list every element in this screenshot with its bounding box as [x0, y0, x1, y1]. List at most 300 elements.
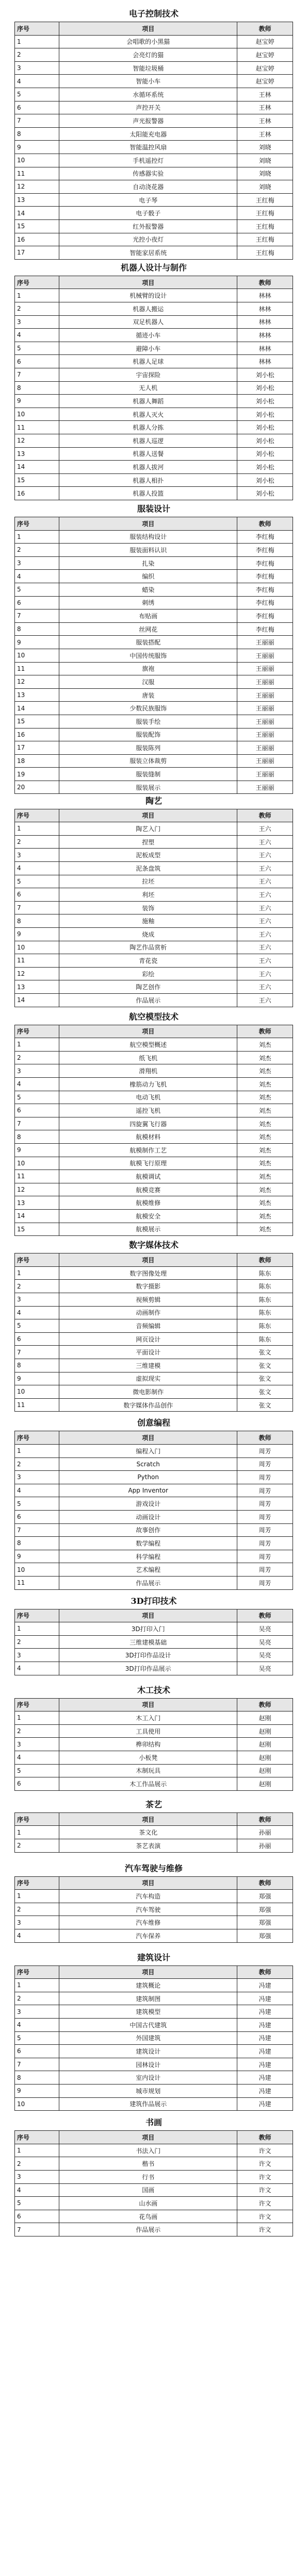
table-row — [15, 1711, 293, 1725]
table-row — [15, 1622, 293, 1636]
table-row — [15, 2144, 293, 2157]
header-index: 序号 — [15, 1253, 59, 1267]
cell-teacher: 刘小松 — [237, 473, 293, 487]
cell-project: 服装搭配 — [59, 636, 237, 649]
course-table — [14, 809, 293, 1007]
header-index: 序号 — [15, 2131, 59, 2144]
cell-project: 航空模型概述 — [59, 1038, 237, 1052]
cell-index: 9 — [15, 1550, 59, 1563]
cell-index: 8 — [15, 622, 59, 636]
cell-project: Python — [59, 1471, 237, 1484]
table-row — [15, 781, 293, 794]
table-row — [15, 2210, 293, 2223]
cell-project: 动画设计 — [59, 1510, 237, 1523]
cell-project: 遥控飞机 — [59, 1104, 237, 1117]
cell-teacher: 王林 — [237, 88, 293, 101]
cell-teacher: 李红梅 — [237, 622, 293, 636]
cell-index: 7 — [15, 1523, 59, 1537]
table-header-row — [15, 1609, 293, 1622]
cell-teacher: 赵刚 — [237, 1738, 293, 1751]
cell-project: 木工入门 — [59, 1711, 237, 1725]
cell-project: 汽车驾驶 — [59, 1903, 237, 1916]
cell-index: 4 — [15, 2018, 59, 2031]
table-row — [15, 101, 293, 114]
cell-teacher: 刘小松 — [237, 421, 293, 434]
table-row — [15, 1385, 293, 1399]
cell-project: 服装手绘 — [59, 715, 237, 728]
header-teacher: 教师 — [237, 1431, 293, 1445]
cell-project: 茶艺表演 — [59, 1839, 237, 1852]
cell-teacher: 王红梅 — [237, 207, 293, 220]
table-row — [15, 1979, 293, 1992]
cell-teacher: 冯建 — [237, 1992, 293, 2005]
cell-index: 12 — [15, 434, 59, 447]
table-row — [15, 1104, 293, 1117]
cell-teacher: 刘杰 — [237, 1104, 293, 1117]
table-row — [15, 180, 293, 194]
cell-project: 机器人拔河 — [59, 461, 237, 474]
cell-teacher: 刘杰 — [237, 1051, 293, 1064]
cell-project: 数字图像处理 — [59, 1266, 237, 1280]
cell-teacher: 张文 — [237, 1398, 293, 1412]
table-row — [15, 1458, 293, 1471]
cell-teacher: 张文 — [237, 1372, 293, 1385]
cell-index: 6 — [15, 2210, 59, 2223]
table-row — [15, 1223, 293, 1236]
table-row — [15, 1359, 293, 1372]
cell-project: 陶艺作品赏析 — [59, 941, 237, 954]
table-row — [15, 583, 293, 596]
cell-project: 泥板成型 — [59, 849, 237, 862]
table-row — [15, 544, 293, 557]
cell-project: 服装面料认识 — [59, 544, 237, 557]
cell-index: 1 — [15, 1890, 59, 1903]
cell-index: 11 — [15, 954, 59, 968]
section-title: 3D打印技术 — [131, 1596, 177, 1606]
cell-index: 6 — [15, 1104, 59, 1117]
table-row — [15, 1293, 293, 1306]
course-table — [14, 1025, 293, 1236]
cell-index: 13 — [15, 447, 59, 461]
cell-teacher: 陈东 — [237, 1293, 293, 1306]
cell-index: 6 — [15, 2045, 59, 2058]
header-teacher: 教师 — [237, 1025, 293, 1038]
cell-teacher: 刘杰 — [237, 1223, 293, 1236]
cell-index: 9 — [15, 395, 59, 408]
course-table — [14, 1698, 293, 1791]
course-table — [14, 1609, 293, 1675]
table-row — [15, 570, 293, 583]
table-row — [15, 927, 293, 941]
cell-teacher: 吴亮 — [237, 1662, 293, 1675]
table-row — [15, 1091, 293, 1104]
cell-teacher: 刘杰 — [237, 1143, 293, 1157]
cell-project: 机器人搬运 — [59, 302, 237, 315]
cell-index: 2 — [15, 1458, 59, 1471]
cell-index: 6 — [15, 1510, 59, 1523]
cell-teacher: 吴亮 — [237, 1622, 293, 1636]
cell-teacher: 张文 — [237, 1385, 293, 1399]
section-title: 服装设计 — [137, 504, 170, 514]
cell-index: 7 — [15, 114, 59, 128]
cell-project: 会唱歌的小黑猫 — [59, 35, 237, 48]
cell-project: 传感器实验 — [59, 167, 237, 180]
course-section — [14, 793, 293, 1007]
cell-index: 3 — [15, 1471, 59, 1484]
header-teacher: 教师 — [237, 1698, 293, 1711]
cell-project: 建筑作品展示 — [59, 2097, 237, 2111]
cell-project: 数字媒体作品创作 — [59, 1398, 237, 1412]
cell-project: 利坯 — [59, 888, 237, 902]
cell-teacher: 王六 — [237, 849, 293, 862]
cell-project: 双足机器人 — [59, 315, 237, 329]
cell-index: 14 — [15, 461, 59, 474]
table-row — [15, 849, 293, 862]
cell-index: 3 — [15, 849, 59, 862]
table-row — [15, 1157, 293, 1170]
cell-teacher: 周芳 — [237, 1484, 293, 1497]
cell-index: 10 — [15, 1385, 59, 1399]
cell-teacher: 王丽丽 — [237, 754, 293, 768]
table-row — [15, 395, 293, 408]
table-row — [15, 835, 293, 849]
cell-index: 9 — [15, 2084, 59, 2097]
cell-teacher: 李红梅 — [237, 544, 293, 557]
cell-index: 1 — [15, 35, 59, 48]
header-index: 序号 — [15, 1609, 59, 1622]
cell-project: 避障小车 — [59, 342, 237, 355]
cell-index: 3 — [15, 1649, 59, 1662]
table-row — [15, 114, 293, 128]
cell-index: 1 — [15, 530, 59, 544]
header-project: 项目 — [59, 1965, 237, 1979]
cell-teacher: 林林 — [237, 302, 293, 315]
cell-teacher: 王丽丽 — [237, 781, 293, 794]
cell-index: 4 — [15, 570, 59, 583]
cell-teacher: 陈东 — [237, 1306, 293, 1319]
cell-project: 泥条盘筑 — [59, 861, 237, 875]
cell-index: 6 — [15, 596, 59, 609]
cell-teacher: 李红梅 — [237, 570, 293, 583]
cell-teacher: 王丽丽 — [237, 688, 293, 702]
cell-project: 园林设计 — [59, 2058, 237, 2071]
table-row — [15, 2045, 293, 2058]
cell-project: 3D打印入门 — [59, 1622, 237, 1636]
header-teacher: 教师 — [237, 276, 293, 289]
table-row — [15, 1143, 293, 1157]
table-row — [15, 688, 293, 702]
table-row — [15, 1563, 293, 1577]
cell-project: 唐装 — [59, 688, 237, 702]
cell-project: 木制玩具 — [59, 1764, 237, 1777]
cell-teacher: 王丽丽 — [237, 662, 293, 675]
cell-index: 8 — [15, 127, 59, 141]
cell-teacher: 赵刚 — [237, 1764, 293, 1777]
table-row — [15, 421, 293, 434]
cell-project: 视频剪辑 — [59, 1293, 237, 1306]
cell-teacher: 赵宝婷 — [237, 48, 293, 62]
cell-project: 茶文化 — [59, 1826, 237, 1839]
table-row — [15, 1751, 293, 1764]
cell-index: 12 — [15, 675, 59, 689]
table-row — [15, 154, 293, 167]
cell-teacher: 孙丽 — [237, 1839, 293, 1852]
table-row — [15, 715, 293, 728]
cell-index: 5 — [15, 875, 59, 888]
table-row — [15, 1346, 293, 1359]
cell-project: 作品展示 — [59, 2223, 237, 2236]
cell-project: 无人机 — [59, 381, 237, 395]
cell-teacher: 刘杰 — [237, 1117, 293, 1130]
cell-index: 3 — [15, 1916, 59, 1929]
cell-index: 6 — [15, 355, 59, 368]
table-row — [15, 1839, 293, 1852]
cell-teacher: 刘杰 — [237, 1091, 293, 1104]
cell-project: 航模竞赛 — [59, 1183, 237, 1196]
cell-index: 3 — [15, 556, 59, 570]
table-row — [15, 1051, 293, 1064]
cell-teacher: 冯建 — [237, 2071, 293, 2084]
table-row — [15, 1280, 293, 1293]
table-row — [15, 1826, 293, 1839]
table-row — [15, 1992, 293, 2005]
cell-teacher: 陈东 — [237, 1266, 293, 1280]
table-row — [15, 2097, 293, 2111]
table-row — [15, 167, 293, 180]
table-row — [15, 408, 293, 421]
table-row — [15, 1662, 293, 1675]
cell-teacher: 王林 — [237, 127, 293, 141]
cell-project: 建筑制图 — [59, 1992, 237, 2005]
cell-project: 航模调试 — [59, 1170, 237, 1183]
course-section — [14, 2115, 293, 2236]
cell-index: 4 — [15, 2183, 59, 2197]
table-row — [15, 941, 293, 954]
cell-teacher: 周芳 — [237, 1471, 293, 1484]
cell-index: 17 — [15, 741, 59, 755]
table-row — [15, 1510, 293, 1523]
cell-index: 16 — [15, 487, 59, 500]
course-section — [14, 1415, 293, 1589]
table-row — [15, 1209, 293, 1223]
cell-index: 2 — [15, 1635, 59, 1649]
table-row — [15, 861, 293, 875]
table-row — [15, 1117, 293, 1130]
cell-index: 12 — [15, 180, 59, 194]
cell-teacher: 刘杰 — [237, 1170, 293, 1183]
cell-project: 中国传统服饰 — [59, 649, 237, 662]
cell-project: 作品展示 — [59, 1576, 237, 1589]
cell-index: 1 — [15, 822, 59, 836]
cell-project: 光控小夜灯 — [59, 233, 237, 246]
cell-project: 机器人舞蹈 — [59, 395, 237, 408]
table-header-row — [15, 1965, 293, 1979]
cell-project: 水循环系统 — [59, 88, 237, 101]
cell-teacher: 林林 — [237, 355, 293, 368]
header-teacher: 教师 — [237, 517, 293, 531]
course-table — [14, 276, 293, 500]
cell-teacher: 林林 — [237, 289, 293, 302]
table-row — [15, 1332, 293, 1346]
cell-index: 9 — [15, 141, 59, 154]
cell-teacher: 陈东 — [237, 1280, 293, 1293]
cell-teacher: 周芳 — [237, 1563, 293, 1577]
cell-teacher: 刘晓 — [237, 141, 293, 154]
section-title: 汽车驾驶与维修 — [124, 1863, 183, 1873]
table-row — [15, 1649, 293, 1662]
cell-teacher: 赵宝婷 — [237, 61, 293, 75]
cell-project: 智能垃圾桶 — [59, 61, 237, 75]
header-teacher: 教师 — [237, 1965, 293, 1979]
cell-index: 8 — [15, 381, 59, 395]
table-row — [15, 596, 293, 609]
cell-teacher: 刘小松 — [237, 408, 293, 421]
table-row — [15, 315, 293, 329]
cell-index: 4 — [15, 1077, 59, 1091]
table-row — [15, 219, 293, 233]
cell-index: 3 — [15, 2170, 59, 2183]
header-project: 项目 — [59, 1698, 237, 1711]
table-row — [15, 88, 293, 101]
cell-index: 10 — [15, 649, 59, 662]
course-table — [14, 1253, 293, 1412]
cell-teacher: 张文 — [237, 1359, 293, 1372]
section-title: 木工技术 — [137, 1685, 170, 1695]
table-row — [15, 355, 293, 368]
cell-project: 花鸟画 — [59, 2210, 237, 2223]
table-row — [15, 1903, 293, 1916]
cell-project: 蜡染 — [59, 583, 237, 596]
cell-teacher: 周芳 — [237, 1510, 293, 1523]
table-row — [15, 556, 293, 570]
cell-project: 建筑设计 — [59, 2045, 237, 2058]
cell-project: 青花瓷 — [59, 954, 237, 968]
header-teacher: 教师 — [237, 1812, 293, 1826]
cell-index: 11 — [15, 662, 59, 675]
table-row — [15, 35, 293, 48]
table-row — [15, 1064, 293, 1078]
cell-project: 网页设计 — [59, 1332, 237, 1346]
cell-teacher: 冯建 — [237, 2005, 293, 2019]
table-row — [15, 1497, 293, 1511]
course-table — [14, 1431, 293, 1589]
table-row — [15, 1890, 293, 1903]
cell-project: 游戏设计 — [59, 1497, 237, 1511]
table-row — [15, 1196, 293, 1210]
cell-project: 四旋翼飞行器 — [59, 1117, 237, 1130]
cell-index: 13 — [15, 1196, 59, 1210]
cell-teacher: 陈东 — [237, 1332, 293, 1346]
table-row — [15, 1929, 293, 1942]
course-section — [14, 1950, 293, 2111]
cell-project: 布贴画 — [59, 609, 237, 623]
cell-index: 17 — [15, 246, 59, 260]
cell-index: 2 — [15, 48, 59, 62]
table-row — [15, 754, 293, 768]
cell-project: 智能小车 — [59, 75, 237, 88]
cell-index: 3 — [15, 315, 59, 329]
table-row — [15, 2005, 293, 2019]
cell-teacher: 郑强 — [237, 1890, 293, 1903]
cell-project: 机器人灭火 — [59, 408, 237, 421]
cell-teacher: 王丽丽 — [237, 768, 293, 781]
cell-index: 2 — [15, 1992, 59, 2005]
table-row — [15, 1306, 293, 1319]
table-row — [15, 2183, 293, 2197]
table-row — [15, 1130, 293, 1144]
table-row — [15, 246, 293, 260]
cell-teacher: 许文 — [237, 2223, 293, 2236]
header-teacher: 教师 — [237, 809, 293, 822]
table-row — [15, 636, 293, 649]
cell-index: 6 — [15, 101, 59, 114]
header-index: 序号 — [15, 517, 59, 531]
cell-teacher: 冯建 — [237, 2045, 293, 2058]
table-row — [15, 1777, 293, 1791]
cell-teacher: 周芳 — [237, 1444, 293, 1458]
cell-index: 11 — [15, 421, 59, 434]
cell-index: 5 — [15, 2197, 59, 2210]
cell-index: 7 — [15, 609, 59, 623]
table-row — [15, 1484, 293, 1497]
cell-teacher: 王丽丽 — [237, 675, 293, 689]
cell-index: 1 — [15, 1826, 59, 1839]
cell-project: 书法入门 — [59, 2144, 237, 2157]
cell-project: 声光报警器 — [59, 114, 237, 128]
table-row — [15, 2084, 293, 2097]
cell-teacher: 冯建 — [237, 2018, 293, 2031]
section-title: 建筑设计 — [137, 1952, 170, 1962]
cell-project: 宇宙探险 — [59, 368, 237, 381]
section-title: 电子控制技术 — [128, 9, 179, 19]
table-row — [15, 875, 293, 888]
cell-project: 纸飞机 — [59, 1051, 237, 1064]
table-header-row — [15, 1876, 293, 1890]
header-index: 序号 — [15, 1965, 59, 1979]
header-teacher: 教师 — [237, 22, 293, 36]
cell-index: 19 — [15, 768, 59, 781]
cell-project: 电子琴 — [59, 193, 237, 207]
cell-index: 15 — [15, 715, 59, 728]
table-row — [15, 473, 293, 487]
header-project: 项目 — [59, 1253, 237, 1267]
cell-project: 平面设计 — [59, 1346, 237, 1359]
cell-project: 3D打印作品设计 — [59, 1649, 237, 1662]
cell-index: 5 — [15, 1091, 59, 1104]
table-row — [15, 649, 293, 662]
table-row — [15, 741, 293, 755]
cell-index: 16 — [15, 728, 59, 741]
cell-project: 循迹小车 — [59, 329, 237, 342]
table-row — [15, 193, 293, 207]
cell-project: 电子骰子 — [59, 207, 237, 220]
cell-index: 13 — [15, 193, 59, 207]
cell-project: 机器人分拣 — [59, 421, 237, 434]
header-index: 序号 — [15, 1698, 59, 1711]
cell-project: 数学编程 — [59, 1537, 237, 1550]
table-row — [15, 1764, 293, 1777]
cell-project: 汽车维修 — [59, 1916, 237, 1929]
cell-teacher: 王六 — [237, 835, 293, 849]
table-header-row — [15, 1812, 293, 1826]
cell-teacher: 王林 — [237, 101, 293, 114]
table-header-row — [15, 809, 293, 822]
cell-index: 5 — [15, 88, 59, 101]
table-row — [15, 1550, 293, 1563]
header-index: 序号 — [15, 1812, 59, 1826]
table-row — [15, 954, 293, 968]
cell-project: App Inventor — [59, 1484, 237, 1497]
